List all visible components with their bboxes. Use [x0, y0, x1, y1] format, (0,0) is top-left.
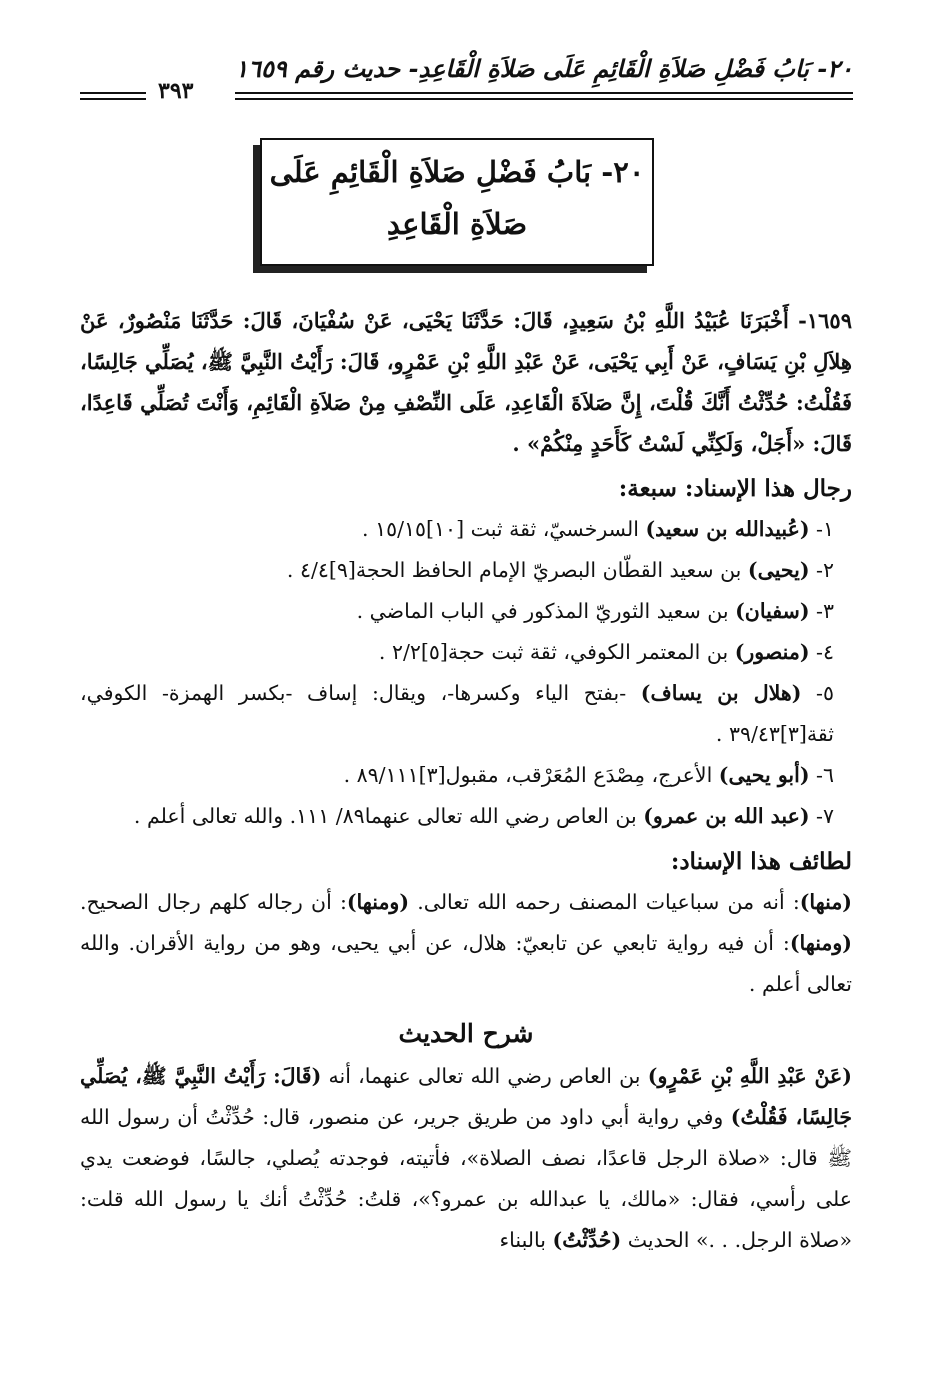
chapter-title-line1: ٢٠- بَابُ فَضْلِ صَلاَةِ الْقَائِمِ عَلَى [269, 155, 645, 189]
narrator-name: (هلال بن يساف) [640, 681, 802, 705]
narrator-name: (عُبيدالله بن سعيد) [645, 517, 810, 541]
narrator-name: (يحيى) [747, 558, 810, 582]
narrator-item: ٥- (هلال بن يساف) -بفتح الياء وكسرها-، ويقال: إساف -بكسر الهمزة- الكوفي، ثقة[٣]٣٩/٤٣ . [80, 681, 834, 746]
narrator-name: (منصور) [734, 640, 810, 664]
running-header [80, 52, 853, 104]
narrator-name: (سفيان) [735, 599, 810, 623]
narrator-item: ٦- (أبو يحيى) الأعرج، مِصْدَع المُعَرْقب، مقبول[٣]٨٩/١١١ . [343, 763, 834, 787]
chapter-title-line2: صَلاَةِ الْقَاعِدِ [386, 207, 528, 241]
narrator-item: ٢- (يحيى) بن سعيد القطّان البصريّ الإمام الحافظ الحجة[٩]٤/٤ . [286, 558, 834, 582]
narrator-item: ٧- (عبد الله بن عمرو) بن العاص رضي الله تعالى عنهما٨٩/ ١١١. والله تعالى أعلم . [133, 804, 834, 828]
running-title: ٢٠- بَابُ فَضْلِ صَلاَةِ الْقَائِمِ عَلَى صَلاَةِ الْقَاعِدِ- حديث رقم ١٦٥٩ [235, 54, 853, 83]
narrator-item: ١- (عُبيدالله بن سعيد) السرخسيّ، ثقة ثبت [١٠]١٥/١٥ . [362, 517, 834, 541]
subtleties-heading: لطائف هذا الإسناد: [670, 848, 852, 875]
narrators-heading: رجال هذا الإسناد: سبعة: [618, 475, 852, 502]
explanation-text: (عَنْ عَبْدِ اللَّهِ بْنِ عَمْرٍو) بن العاص رضي الله تعالى عنهما، أنه (قَالَ: رَأَيْتُ النَّبِيَّ ﷺ، يُصَلِّي جَالِسًا، فَقُلْتُ) وفي رواية أبي داود من طريق جرير، عن منصور، قال: حُدِّثْتُ أن رسول الله ﷺ قال: «صلاة الرجل قاعدًا، نصف الصلاة»، فأتيته، فوجدته يُصلي، جالسًا، فوضعت يدي على رأسي، فقال: «مالك، يا عبدالله بن عمرو؟»، قلتُ: حُدِّثْتُ أنك يا رسول الله قلت: «صلاة الرجل. . .» الحديث (حُدِّثْتُ) بالبناء [80, 1064, 852, 1252]
narrator-name: (أبو يحيى) [718, 763, 810, 787]
subtleties-text: (منها): أنه من سباعيات المصنف رحمه الله تعالى. (ومنها): أن رجاله كلهم رجال الصحيح. (ومنها): أن فيه رواية تابعي عن تابعيّ: هلال، عن أبي يحيى، وهو من رواية الأقران. والله تعالى أعلم . [80, 890, 852, 996]
page-number: ٣٩٣ [158, 78, 194, 104]
narrator-item: ٣- (سفيان) بن سعيد الثوريّ المذكور في الباب الماضي . [356, 599, 834, 623]
narrator-name: (عبد الله بن عمرو) [643, 804, 810, 828]
header-rule-left [80, 92, 146, 100]
chapter-title-box [260, 138, 654, 266]
hadith-text: ١٦٥٩- أَخْبَرَنَا عُبَيْدُ اللَّهِ بْنُ سَعِيدٍ، قَالَ: حَدَّثَنَا يَحْيَى، عَنْ سُفْيَانَ، قَالَ: حَدَّثَنَا مَنْصُورٌ، عَنْ هِلاَلِ بْنِ يَسَافٍ، عَنْ أَبِي يَحْيَى، عَنْ عَبْدِ اللَّهِ بْنِ عَمْرٍو، قَالَ: رَأَيْتُ النَّبِيَّ ﷺ، يُصَلِّي جَالِسًا، فَقُلْتُ: حُدِّثْتُ أَنَّكَ قُلْتَ، إِنَّ صَلاَةَ الْقَاعِدِ، عَلَى النِّصْفِ مِنْ صَلاَةِ الْقَائِمِ، وَأَنْتَ تُصَلِّي قَاعِدًا، قَالَ: «أَجَلْ، وَلَكِنِّي لَسْتُ كَأَحَدٍ مِنْكُمْ» . [80, 308, 852, 456]
main-text [80, 300, 852, 1261]
header-rule [235, 92, 853, 100]
explanation-heading: شرح الحديث [398, 1019, 534, 1048]
narrator-item: ٤- (منصور) بن المعتمر الكوفي، ثقة ثبت حجة[٥]٢/٢ . [378, 640, 834, 664]
